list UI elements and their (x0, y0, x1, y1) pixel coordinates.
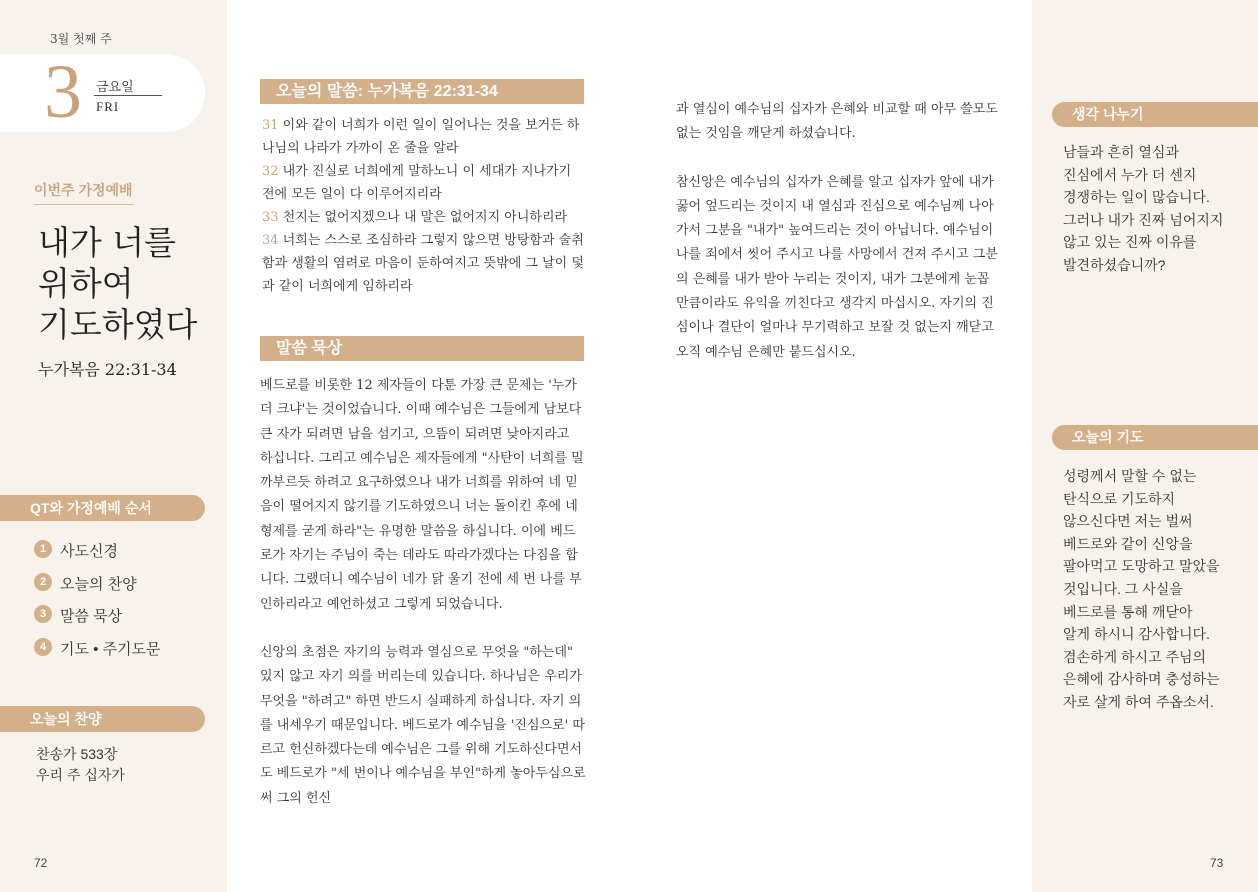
order-item-label: 말씀 묵상 (60, 608, 123, 625)
meditation-body (260, 374, 586, 835)
meditation-paragraph: 신앙의 초점은 자기의 능력과 열심으로 무엇을 "하는데" 있지 않고 자기 의를 버리는데 있습니다. 하나님은 우리가 무엇을 "하려고" 하면 반드시 실패하게 하십니다. 자기 의를 내세우기 때문입니다. 베드로가 예수님을 '진심으로' 따르고 헌신하겠다는데 예수님은 그를 위해 기도하신다면서도 베드로가 "세 번이나 예수님을 부인"하게 놓아두심으로써 그의 헌신 (260, 644, 586, 806)
order-item-label: 사도신경 (60, 543, 118, 560)
verse-text: 너희는 스스로 조심하라 그렇지 않으면 방탕함과 술취함과 생활의 염려로 마음이 둔하여지고 뜻밖에 그 날이 덫과 같이 너희에게 임하리라 (262, 233, 584, 294)
verse-number: 33 (262, 210, 279, 225)
meditation-paragraph: 과 열심이 예수님의 십자가 은혜와 비교할 때 아무 쓸모도 없는 것임을 깨닫게 하셨습니다. (676, 102, 998, 142)
number-badge: 4 (34, 638, 52, 656)
prayer-header: 오늘의 기도 (1052, 425, 1258, 450)
family-worship-label: 이번주 가정예배 (34, 180, 133, 205)
number-badge: 3 (34, 605, 52, 623)
weekday-english: FRI (96, 99, 120, 114)
order-item (34, 638, 161, 671)
order-item-label: 기도 • 주기도문 (60, 640, 161, 658)
order-header: QT와 가정예배 순서 (0, 495, 205, 521)
order-item (34, 540, 161, 573)
meditation-continued (676, 98, 1000, 389)
verse-text: 내가 진실로 너희에게 말하노니 이 세대가 지나가기 전에 모든 일이 다 이루어지리라 (262, 164, 572, 202)
order-item (34, 605, 161, 638)
hymn-title: 우리 주 십자가 (36, 767, 125, 783)
order-item (34, 573, 161, 606)
weekday-divider (94, 95, 162, 96)
share-header: 생각 나누기 (1052, 102, 1258, 127)
page-number-left: 72 (34, 856, 48, 870)
scripture-verses (262, 114, 587, 298)
weekday-korean: 금요일 (96, 80, 134, 95)
order-list (34, 540, 161, 670)
verse-number: 32 (262, 164, 279, 179)
number-badge: 2 (34, 573, 52, 591)
prayer-text: 성령께서 말할 수 없는 탄식으로 기도하지 않으신다면 저는 벌써 베드로와 같이 신앙을 팔아먹고 도망하고 말았을 것입니다. 그 사실을 베드로를 통해 깨닫아 알게 하시니 감사합니다. 겸손하게 하시고 주님의 은혜에 감사하며 충성하는 자로 살게 하여 주옵소서. (1063, 468, 1220, 710)
verse-text: 이와 같이 너희가 이런 일이 일어나는 것을 보거든 하나님의 나라가 가까이 온 줄을 알라 (262, 118, 580, 156)
page-number-right: 73 (1210, 856, 1224, 870)
scripture-header: 오늘의 말씀: 누가복음 22:31-34 (260, 79, 584, 104)
page-title: 내가 너를 위하여 기도하였다 (38, 223, 198, 344)
order-item-label: 오늘의 찬양 (60, 575, 137, 593)
verse-text: 천지는 없어지겠으나 내 말은 없어지지 아니하리라 (278, 210, 568, 225)
hymn-number: 찬송가 533장 (36, 746, 118, 762)
title-reference: 누가복음 22:31-34 (38, 360, 177, 379)
week-label: 3월 첫째 주 (50, 32, 112, 46)
verse-number: 31 (262, 118, 279, 133)
meditation-paragraph: 베드로를 비롯한 12 제자들이 다툰 가장 큰 문제는 '누가 더 크냐'는 것이었습니다. 이때 예수님은 그들에게 남보다 큰 자가 되려면 남을 섬기고, 으뜸이 되려면 낮아지라고 하십니다. 그리고 예수님은 제자들에게 "사탄이 너희를 밀 까부르듯 하려고 요구하였으나 내가 너희를 위하여 네 믿음이 떨어지지 않기를 기도하였으니 너는 돌이킨 후에 네 형제를 굳게 하라"는 유명한 말씀을 하십니다. 이에 베드로가 자기는 주님이 죽는 데라도 따라가겠다는 다짐을 합니다. 그랬더니 예수님이 네가 닭 울기 전에 세 번 나를 부인하리라고 예언하셨고 그렇게 되었습니다. (260, 378, 584, 612)
share-text: 남들과 흔히 열심과 진심에서 누가 더 센지 경쟁하는 일이 많습니다. 그러나 내가 진짜 넘어지지 않고 있는 진짜 이유를 발견하셨습니까? (1063, 144, 1224, 273)
meditation-header: 말씀 묵상 (260, 336, 584, 361)
day-number: 3 (44, 50, 82, 134)
verse-number: 34 (262, 233, 279, 248)
hymn-info (36, 744, 125, 786)
number-badge: 1 (34, 540, 52, 558)
meditation-paragraph: 참신앙은 예수님의 십자가 은혜를 알고 십자가 앞에 내가 꿇어 엎드리는 것이지 내 열심과 진심으로 예수님께 나아가서 그분을 "내가" 높여드리는 것이 아닙니다. 예수님이 나를 죄에서 씻어 주시고 나를 사망에서 건져 주시고 그분의 은혜를 내가 받아 누리는 것이지, 내가 그분에게 눈꼽만큼이라도 유익을 끼친다고 생각지 마십시오. 자기의 진심이나 결단이 얼마나 무기력하고 보잘 것 없는지 깨닫고 오직 예수님 은혜만 붙드십시오. (676, 174, 998, 360)
hymn-header: 오늘의 찬양 (0, 706, 205, 732)
